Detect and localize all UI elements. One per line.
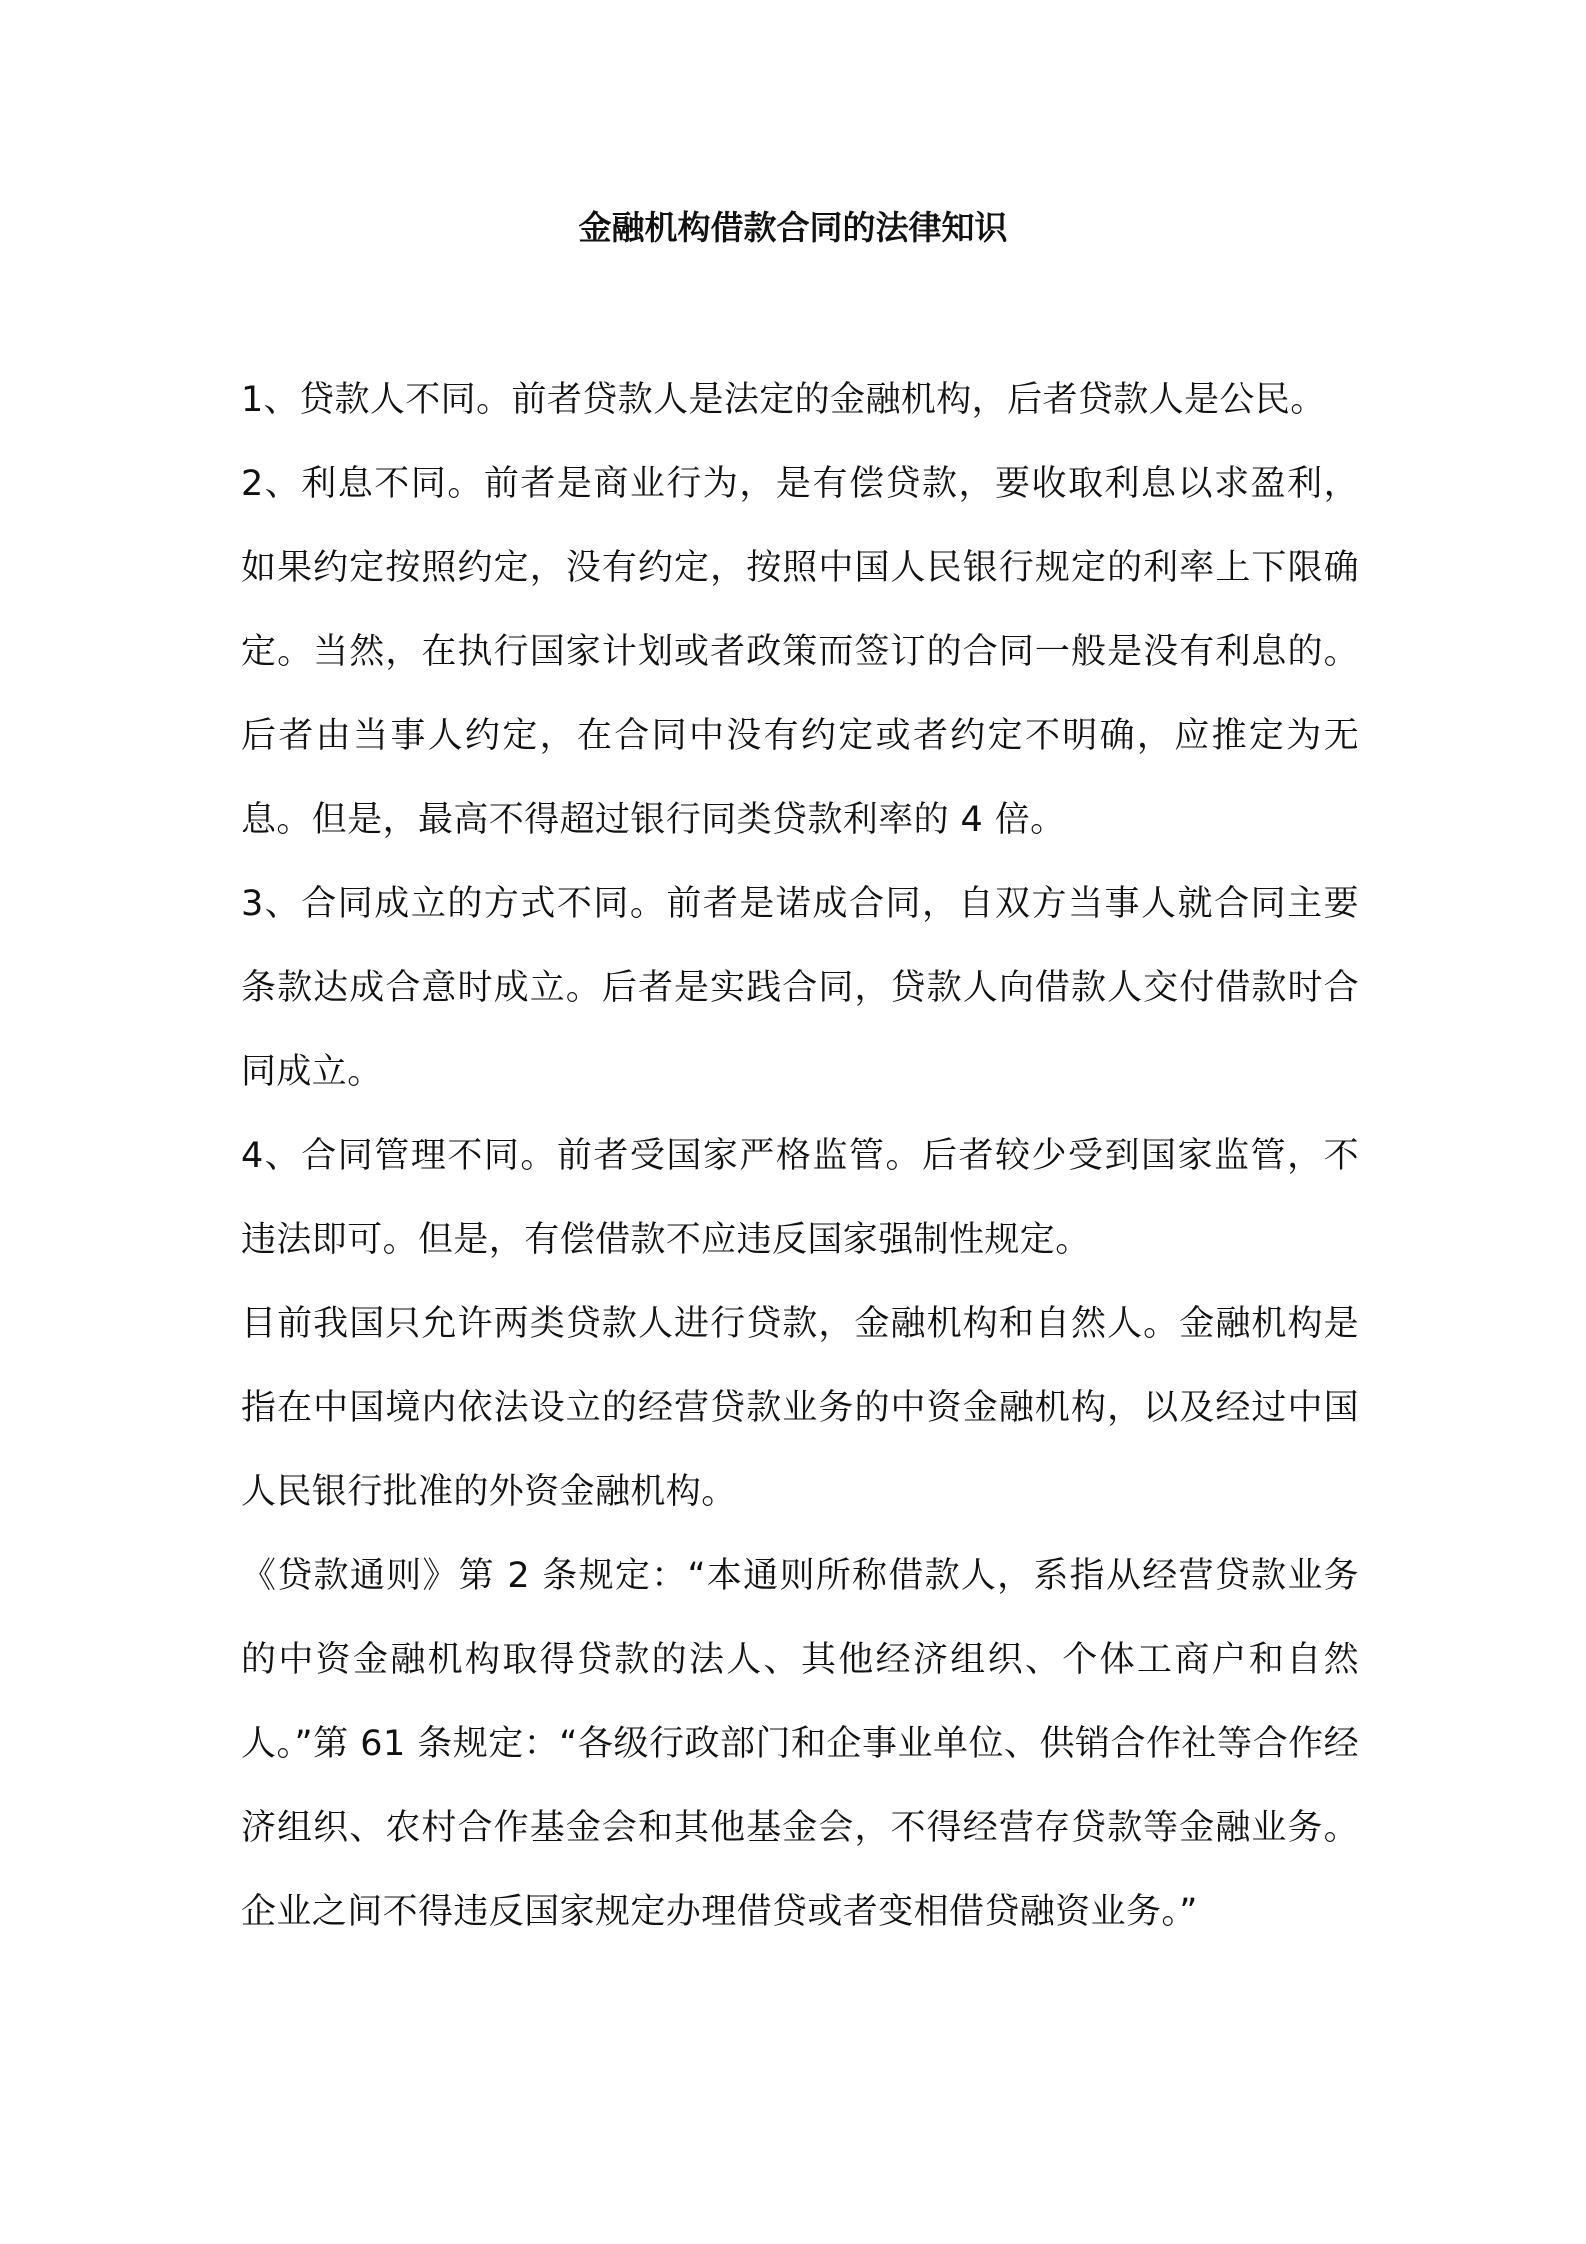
paragraph-loan-rules: 《贷款通则》第 2 条规定：“本通则所称借款人，系指从经营贷款业务的中资金融机构取得贷款的法人、其他经济组织、个体工商户和自然人。”第 61 条规定：“各级行政部门和企事业单位、供销合作社等合作经济组织、农村合作基金会和其他基金会，不得经营存贷款等金融业务。企业之间不得违反国家规定办理借贷或者变相借贷融资业务。” bbox=[241, 1556, 1359, 1932]
paragraph-lender-difference: 1、贷款人不同。前者贷款人是法定的金融机构，后者贷款人是公民。 bbox=[241, 380, 1326, 420]
paragraph-lender-types: 目前我国只允许两类贷款人进行贷款，金融机构和自然人。金融机构是指在中国境内依法设立的经营贷款业务的中资金融机构，以及经过中国人民银行批准的外资金融机构。 bbox=[241, 1304, 1359, 1512]
paragraph-interest-difference: 2、利息不同。前者是商业行为，是有偿贷款，要收取利息以求盈利，如果约定按照约定，没有约定，按照中国人民银行规定的利率上下限确定。当然，在执行国家计划或者政策而签订的合同一般是没有利息的。后者由当事人约定，在合同中没有约定或者约定不明确，应推定为无息。但是，最高不得超过银行同类贷款利率的 4 倍。 bbox=[241, 464, 1359, 840]
paragraph-management-difference: 4、合同管理不同。前者受国家严格监管。后者较少受到国家监管，不违法即可。但是，有偿借款不应违反国家强制性规定。 bbox=[241, 1136, 1359, 1260]
document-title: 金融机构借款合同的法律知识 bbox=[578, 208, 1008, 247]
paragraph-formation-difference: 3、合同成立的方式不同。前者是诺成合同，自双方当事人就合同主要条款达成合意时成立。后者是实践合同，贷款人向借款人交付借款时合同成立。 bbox=[241, 884, 1359, 1092]
document-body bbox=[241, 358, 1359, 1954]
